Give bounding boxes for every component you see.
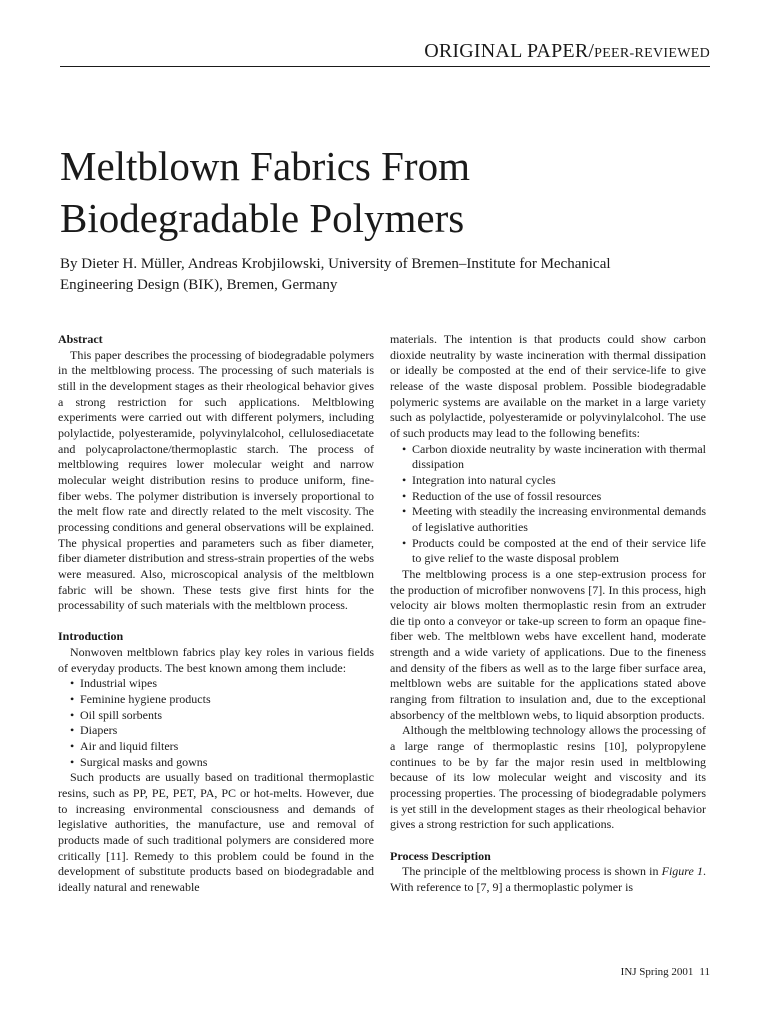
resin-paragraph: Although the meltblowing technology allows the processing of a large range of thermoplastic resins [10], polypropylene continues to be by far the major resin used in meltblowing because of its low molecular weight and viscosity and its processing properties. The processing of biodegradable polymers is yet still in the development stages as their rheological behavior gives a strong restriction for such applications. [390, 723, 706, 832]
title-line-2: Biodegradable Polymers [60, 195, 465, 241]
section-label-main: ORIGINAL PAPER/ [424, 40, 595, 62]
benefits-list [390, 442, 706, 567]
list-item: • Integration into natural cycles [402, 472, 556, 487]
list-item: • Surgical masks and gowns [70, 754, 208, 769]
introduction-text-2: Such products are usually based on traditional thermoplastic resins, such as PP, PE, PET, PA, PC or hot-melts. However, due to increasing environmental consciousness and demands of legislative authorities, the manufacture, use and removal of products made of such traditional polymers are considered more critically [11]. Remedy to this problem could be found in the development of substitute products based on biodegradable and ideally natural and renewable [58, 770, 374, 894]
list-item: • Products could be composted at the end of their service life to give relief to the waste disposal problem [402, 535, 706, 566]
introduction-heading: Introduction [58, 629, 124, 644]
list-item: • Meeting with steadily the increasing environmental demands of legislative authorities [402, 504, 706, 534]
abstract-heading: Abstract [58, 332, 103, 346]
abstract-text: This paper describes the processing of biodegradable polymers in the meltblowing process. The processing of such materials is still in the development stages as their rheological behavior gives a strong restriction for such applications. Meltblowing experiments were carried out with different polymers, including polylactide, polyesteramide, polyvinylalcohol, cellulosediacetate and polycaprolactone/thermoplastic starch. The process of meltblowing requires lower molecular weight and narrow molecular weight distribution resins to produce uniform, fine-fiber webs. The polymer distribution is inversely proportional to the melt flow rate and directly related to the melt viscosity. The processing conditions and general observations will be explained. The physical properties and parameters such as fiber diameter, fiber diameter distribution and stress-strain properties of the webs were measured. Also, microscopical analysis of the meltblown fabric will be shown. These tests give first hints for the processability of such materials with the meltblown process. [58, 347, 374, 613]
list-item: • Air and liquid filters [70, 739, 179, 754]
title-line-1: Meltblown Fabrics From [60, 143, 470, 189]
figure-reference: Figure 1 [661, 864, 703, 879]
article-title [60, 140, 720, 244]
application-list [58, 676, 374, 770]
authors-line-1: By Dieter H. Müller, Andreas Krobjilowski, University of Bremen–Institute for Mechanical [60, 256, 611, 272]
header-rule [60, 66, 710, 67]
authors-line-2: Engineering Design (BIK), Bremen, Germany [60, 277, 338, 293]
section-label-sub: PEER-REVIEWED [594, 46, 710, 61]
meltblowing-paragraph: The meltblowing process is a one step-extrusion process for the production of microfiber nonwovens [7]. In this process, high velocity air blows molten thermoplastic resin from an extruder die tip onto a conveyor or take-up screen to form an opaque fine-fiber web. The meltblown webs have excellent hand, moderate strength and a wide variety of applications. Due to the fineness and density of the fibers as well as to the large fiber surface area, meltblown webs are suitable for the applications stated above ranging from filtration to insulation and, due to the exceptional absorbency of the meltblown webs, to liquid absorption products. [390, 566, 706, 722]
author-byline [60, 254, 700, 296]
list-item: • Oil spill sorbents [70, 707, 163, 722]
process-description-text: The principle of the meltblowing process is shown in Figure 1. With reference to [7, 9] a thermoplastic polymer is [390, 864, 706, 894]
journal-issue: INJ Spring 2001 [620, 966, 694, 978]
page-number: 11 [699, 966, 710, 978]
list-item: • Feminine hygiene products [70, 692, 211, 707]
list-item: • Carbon dioxide neutrality by waste incineration with thermal dissipation [402, 441, 706, 472]
list-item: • Industrial wipes [70, 676, 157, 691]
section-label [424, 40, 710, 63]
list-item: • Reduction of the use of fossil resources [402, 488, 602, 503]
left-column [58, 332, 374, 896]
process-description-heading: Process Description [390, 848, 491, 863]
continued-text: materials. The intention is that products could show carbon dioxide neutrality by waste incineration with thermal dissipation or ideally be composted at the end of their service-life to give release of the waste disposal problem. Possible biodegradable polymeric systems are available on the market in a large variety such as polylactide, polyesteramide or polyvinylalcohol. The use of such products may lead to the following benefits: [390, 332, 706, 440]
right-column [390, 332, 706, 896]
list-item: • Diapers [70, 723, 118, 738]
introduction-text: Nonwoven meltblown fabrics play key roles in various fields of everyday products. The best known among them include: [58, 645, 374, 675]
page-footer [621, 966, 710, 978]
